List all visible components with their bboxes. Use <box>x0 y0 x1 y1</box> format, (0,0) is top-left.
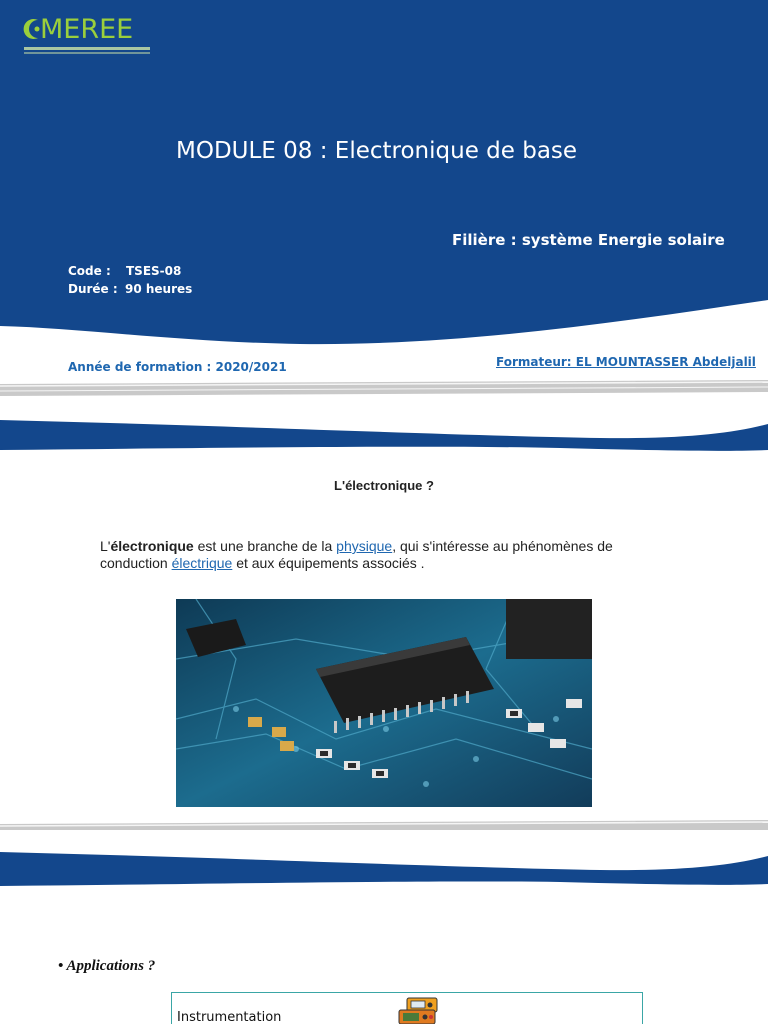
trainer-name[interactable]: Formateur: EL MOUNTASSER Abdeljalil <box>496 355 756 369</box>
logo-text: MEREE <box>40 14 134 45</box>
cover-slide <box>0 0 768 398</box>
electrique-link[interactable]: électrique <box>171 555 233 571</box>
duree-label: Durée : <box>68 282 118 296</box>
para-part1: L' <box>100 538 111 554</box>
applications-heading: • Applications ? <box>58 958 156 974</box>
slide2-question: L'électronique ? <box>334 478 434 493</box>
para-part4: et aux équipements associés . <box>232 555 425 571</box>
electronics-slide <box>0 398 768 830</box>
code-value: TSES-08 <box>126 264 182 278</box>
para-part3: , qui s'intéresse au phénomènes de conduction <box>100 538 613 571</box>
physique-link[interactable]: physique <box>336 538 393 554</box>
training-year: Année de formation : 2020/2021 <box>68 360 287 374</box>
module-title: MODULE 08 : Electronique de base <box>176 138 578 164</box>
code-label: Code : <box>68 264 111 278</box>
filiere-label: Filière : système Energie solaire <box>452 231 725 249</box>
instrumentation-icon <box>397 996 439 1024</box>
applications-slide <box>0 830 768 1024</box>
logo-arabic-tagline <box>24 46 150 56</box>
duree-value: 90 heures <box>125 282 193 296</box>
para-bold-term: électronique <box>110 538 194 554</box>
para-part2: est une branche de la <box>193 538 337 554</box>
logo-mark-icon <box>22 16 42 42</box>
circuit-board-photo <box>176 599 592 807</box>
cover-background <box>0 0 768 398</box>
electronics-definition <box>100 538 660 572</box>
instrumentation-label: Instrumentation <box>177 1010 282 1024</box>
